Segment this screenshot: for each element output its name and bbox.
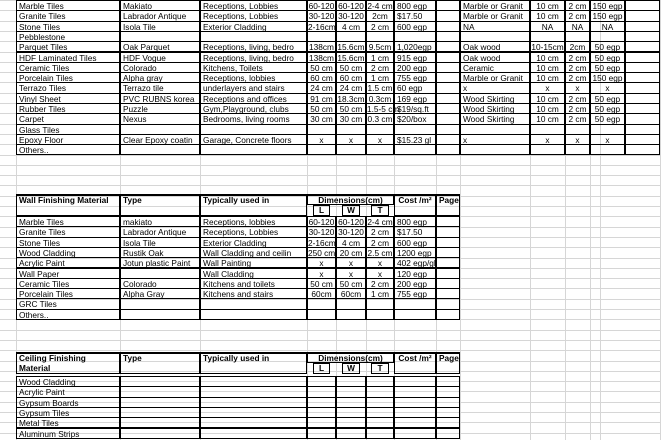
wall-header-cost: Cost /m² (394, 194, 436, 216)
wall-cell-material: Others.. (16, 309, 120, 320)
floor-cell-nl: 10 cm (530, 72, 565, 83)
wall-cell-cost: 600 egp (394, 237, 436, 248)
floor-cell-nl: 10 cm (530, 93, 565, 104)
wall-cell-w: 4 cm (336, 237, 366, 248)
floor-cell-t: 1 cm (366, 52, 394, 63)
wall-header-l: L (313, 205, 330, 216)
floor-cell-name: Wood Skirting (460, 113, 530, 124)
floor-cell-t: x (366, 134, 394, 145)
floor-cell-material: Stone Tiles (16, 21, 120, 32)
ceiling-header-page: Page (436, 352, 460, 374)
grid-row-line (0, 340, 660, 341)
wall-cell-cost: 200 egp (394, 278, 436, 289)
floor-cell-ncost: x (590, 82, 625, 93)
floor-cell-t: 1.5-5 cm (367, 104, 400, 114)
floor-cell-nt: NA (565, 21, 590, 32)
wall-cell-cost: $17.50 (394, 226, 436, 237)
ceiling-cell-material: Aluminum Strips (16, 428, 120, 439)
floor-cell-ncost: 50 egp (590, 103, 625, 114)
wall-cell-used: Receptions, Lobbies (200, 226, 307, 237)
floor-cell-name: Oak wood (460, 52, 530, 63)
floor-cell-ncost: 50 egp (590, 41, 625, 52)
floor-cell-l: 60 cm (307, 72, 336, 83)
wall-header-type: Type (120, 194, 200, 216)
floor-cell-used: Kitchens, Toilets (200, 62, 307, 73)
floor-cell-used (200, 144, 307, 155)
floor-cell-w: 50 cm (336, 62, 366, 73)
wall-cell-w: 60cm (336, 288, 366, 299)
floor-cell-name: Ceramic (460, 62, 530, 73)
floor-cell-used: Receptions, lobbies (200, 72, 307, 83)
floor-cell-l: 91 cm (307, 93, 336, 104)
floor-cell-name: Wood Skirting (460, 93, 530, 104)
floor-cell-nt: 2 cm (565, 72, 590, 83)
floor-cell-used: Bedrooms, living rooms (200, 113, 307, 124)
floor-cell-ncost (590, 144, 625, 155)
floor-cell-l (307, 144, 336, 155)
wall-cell-t: x (366, 268, 394, 279)
floor-cell-w: 24 cm (336, 82, 366, 93)
floor-cell-nt: 2 cm (565, 103, 590, 114)
ceiling-cell-material: Wood Cladding (16, 376, 120, 387)
floor-cell-used: underlayers and stairs (200, 82, 307, 93)
floor-cell-name: Oak wood (460, 41, 530, 52)
wall-cell-t: 2.5 cm (367, 247, 393, 258)
floor-cell-name: Marble or Granit (460, 10, 530, 21)
ceiling-cell-material: Gypsum Boards (16, 397, 120, 408)
wall-cell-t: 1 cm (366, 288, 394, 299)
floor-cell-type: Alpha gray (120, 72, 200, 83)
floor-cell-nl: 10 cm (530, 62, 565, 73)
wall-cell-used: Wall Cladding (200, 268, 307, 279)
floor-cell-nt: 2cm (565, 41, 590, 52)
floor-cell-material: Ceramic Tiles (16, 62, 120, 73)
floor-cell-material: Granite Tiles (16, 10, 120, 21)
floor-cell-ncost: 50 egp (590, 93, 625, 104)
floor-cell-nt: 2 cm (565, 93, 590, 104)
floor-cell-nl: NA (530, 21, 565, 32)
floor-cell-ncost: NA (590, 21, 625, 32)
wall-cell-type: makiato (120, 216, 200, 227)
floor-cell-type (120, 144, 200, 155)
floor-cell-nl: x (530, 134, 565, 145)
wall-cell-page (436, 309, 460, 320)
floor-cell-type: Nexus (120, 113, 200, 124)
floor-cell-nl: 10 cm (530, 52, 565, 63)
floor-cell-material: Carpet (16, 113, 120, 124)
floor-cell-cost (394, 144, 436, 155)
floor-cell-cost: $20/box (394, 113, 436, 124)
wall-cell-material: Acrylic Paint (16, 257, 120, 268)
wall-cell-material: Porcelain Tiles (16, 288, 120, 299)
floor-cell-cost: 755 egp (394, 72, 436, 83)
wall-cell-t: 2 cm (366, 226, 394, 237)
wall-cell-l: 2-16cm (308, 237, 336, 248)
floor-cell-ncost: 50 egp (590, 113, 625, 124)
wall-cell-material: Wood Cladding (16, 247, 120, 258)
wall-cell-l (307, 309, 336, 320)
floor-cell-l: 138cm (307, 52, 336, 63)
floor-cell-material: Parquet Tiles (16, 41, 120, 52)
floor-cell-w: 15.6cm (337, 42, 365, 53)
ceiling-cell-t (366, 428, 394, 439)
floor-cell-l: 60-120 (308, 1, 335, 11)
ceiling-header-used: Typically used in (200, 352, 307, 374)
floor-cell-material: Vinyl Sheet (16, 93, 120, 104)
floor-cell-w: 30-120 (336, 10, 366, 21)
floor-cell-nt: 2 cm (565, 10, 590, 21)
floor-cell-material: Porcelain Tiles (16, 72, 120, 83)
floor-cell-type: HDF Vogue (120, 52, 200, 63)
floor-cell-used: Receptions, Lobbies (200, 0, 307, 11)
floor-cell-material: HDF Laminated Tiles (16, 52, 120, 63)
floor-cell-material: Others.. (16, 144, 120, 155)
floor-cell-material: Terrazo Tiles (16, 82, 120, 93)
floor-cell-t: 1 cm (366, 72, 394, 83)
floor-cell-t: 2 cm (366, 21, 394, 32)
floor-cell-t: 9.5cm (366, 41, 394, 52)
floor-cell-w: 30 cm (336, 113, 366, 124)
wall-cell-w: 50 cm (336, 278, 366, 289)
wall-cell-t: x (366, 257, 394, 268)
wall-cell-type: Alpha Gray (120, 288, 200, 299)
floor-cell-type: Terrazo tile (120, 82, 200, 93)
floor-cell-cost: 600 egp (394, 21, 436, 32)
floor-cell-cost: 60 egp (394, 82, 436, 93)
floor-cell-used: Receptions, living, bedro (200, 52, 307, 63)
wall-cell-used: Wall Painting (200, 257, 307, 268)
floor-cell-cost: $17.50 (394, 10, 436, 21)
ceiling-cell-material: Gypsum Tiles (16, 407, 120, 418)
grid-row-line (0, 165, 660, 166)
ceiling-header-cost: Cost /m² (394, 352, 436, 374)
floor-cell-w: 4 cm (336, 21, 366, 32)
ceiling-cell-type (120, 428, 200, 439)
floor-cell-ncost: 150 egp (590, 10, 625, 21)
floor-cell-l: 30 cm (307, 113, 336, 124)
ceiling-cell-page (436, 428, 460, 439)
wall-cell-t: 2 cm (366, 237, 394, 248)
grid-row-line (0, 185, 660, 186)
floor-cell-nt (565, 144, 590, 155)
floor-cell-material: Pebblestone (16, 31, 120, 42)
floor-cell-l: 2-16cm (308, 21, 336, 32)
floor-cell-w: 60 cm (336, 72, 366, 83)
wall-header-material: Wall Finishing Material (16, 194, 120, 216)
wall-cell-type: Isola Tile (120, 237, 200, 248)
floor-cell-t: 2cm (366, 10, 394, 21)
floor-cell-used: Exterior Cladding (200, 21, 307, 32)
wall-cell-cost: 120 egp (394, 268, 436, 279)
floor-cell-nl: 10 cm (530, 10, 565, 21)
ceiling-header-material: Ceiling Finishing Material (16, 352, 120, 374)
floor-cell-material: Rubber Tiles (16, 103, 120, 114)
floor-cell-t: 2 cm (366, 62, 394, 73)
wall-cell-type: Jotun plastic Paint (120, 257, 200, 268)
wall-header-w: W (342, 205, 360, 216)
wall-header-used: Typically used in (200, 194, 307, 216)
floor-cell-used: Receptions, Lobbies (200, 10, 307, 21)
floor-cell-name: Wood Skirting (460, 103, 530, 114)
floor-cell-l: 30-120 (308, 11, 335, 22)
ceiling-cell-cost (394, 428, 436, 439)
ceiling-header-l: L (313, 363, 330, 374)
wall-cell-l: 60-120 (308, 217, 335, 227)
floor-cell-cost: 915 egp (394, 52, 436, 63)
wall-cell-type: Rustik Oak (120, 247, 200, 258)
floor-cell-name: NA (460, 21, 530, 32)
floor-cell-used: Receptions, living, bedro (200, 41, 307, 52)
floor-cell-cost: $15.23 gl (394, 134, 436, 145)
ceiling-cell-w (336, 428, 366, 439)
floor-cell-material: Marble Tiles (16, 0, 120, 11)
wall-cell-used: Kitchens and stairs (200, 288, 307, 299)
ceiling-header-w: W (342, 363, 360, 374)
floor-cell-nl: 10 cm (530, 113, 565, 124)
floor-cell-used: Garage, Concrete floors (200, 134, 307, 145)
floor-cell-nl: 10 cm (530, 103, 565, 114)
wall-cell-cost: 1200 egp (394, 247, 436, 258)
wall-cell-l: x (307, 268, 336, 279)
grid-row-line (0, 330, 660, 331)
floor-cell-ncost: 50 egp (590, 52, 625, 63)
wall-cell-cost: 402 egp/gl (394, 257, 436, 268)
floor-cell-w: 50 cm (336, 103, 366, 114)
floor-cell-extra (625, 144, 660, 155)
floor-cell-w: x (336, 134, 366, 145)
floor-cell-cost: $19/sq.ft (394, 103, 436, 114)
floor-cell-used: Receptions and offices (200, 93, 307, 104)
ceiling-header-dimensions: Dimensions(cm) (307, 352, 394, 363)
wall-cell-cost: 755 egp (394, 288, 436, 299)
ceiling-cell-material: Metal Tiles (16, 417, 120, 428)
floor-cell-type: Puzzle (120, 103, 200, 114)
floor-cell-nl: 10-15cm (531, 42, 564, 53)
wall-cell-used: Exterior Cladding (200, 237, 307, 248)
wall-cell-l: 50 cm (307, 278, 336, 289)
floor-cell-type: Colorado (120, 62, 200, 73)
wall-cell-w: 60-120 (336, 216, 366, 227)
floor-cell-nt: 2 cm (565, 113, 590, 124)
wall-cell-t: 2-4 cm (367, 217, 393, 227)
wall-cell-w: 20 cm (336, 247, 366, 258)
floor-cell-ncost: 150 egp (590, 72, 625, 83)
wall-cell-l: x (307, 257, 336, 268)
wall-cell-used: Receptions, lobbies (200, 216, 307, 227)
floor-cell-type: Makiato (120, 0, 200, 11)
floor-cell-l: 138cm (307, 41, 336, 52)
wall-cell-t (366, 309, 394, 320)
ceiling-cell-material: Acrylic Paint (16, 386, 120, 397)
wall-cell-cost: 800 egp (394, 216, 436, 227)
wall-cell-material: Stone Tiles (16, 237, 120, 248)
floor-cell-material: Epoxy Floor (16, 134, 120, 145)
wall-cell-material: Marble Tiles (16, 216, 120, 227)
floor-cell-t: 0.3 cm (367, 114, 393, 125)
floor-cell-name: x (460, 82, 530, 93)
floor-cell-nt: 2 cm (565, 52, 590, 63)
floor-cell-nt: x (565, 134, 590, 145)
wall-cell-cost (394, 309, 436, 320)
floor-cell-t: 0.3cm (366, 93, 394, 104)
floor-cell-name: Marble or Granit (460, 0, 530, 11)
floor-cell-ncost: x (590, 134, 625, 145)
floor-cell-w: 60-120 (336, 0, 366, 11)
wall-cell-used (200, 309, 307, 320)
floor-cell-type: Clear Epoxy coatin (120, 134, 200, 145)
floor-cell-w: 15.6cm (337, 52, 365, 63)
wall-cell-material: Ceramic Tiles (16, 278, 120, 289)
floor-cell-cost: 200 egp (394, 62, 436, 73)
floor-cell-l: 50 cm (307, 62, 336, 73)
floor-cell-nl: 10 cm (530, 0, 565, 11)
floor-cell-used: Gym,Playground, clubs (200, 103, 307, 114)
wall-cell-l: 60cm (307, 288, 336, 299)
floor-cell-name (460, 144, 530, 155)
floor-cell-t (366, 144, 394, 155)
floor-cell-cost: 1,020egp (394, 41, 436, 52)
wall-cell-material: GRC Tiles (16, 298, 120, 309)
floor-cell-material: Glass Tiles (16, 124, 120, 135)
floor-cell-nt: 2 cm (565, 62, 590, 73)
ceiling-cell-used (200, 428, 307, 439)
wall-header-t: T (371, 205, 389, 216)
floor-cell-l: 50 cm (307, 103, 336, 114)
ceiling-cell-l (307, 428, 336, 439)
floor-cell-t: 1.5 cm (367, 83, 393, 94)
wall-cell-w (336, 309, 366, 320)
wall-cell-type: Labrador Antique (120, 226, 200, 237)
wall-header-dimensions: Dimensions(cm) (307, 194, 394, 205)
floor-cell-l: 24 cm (307, 82, 336, 93)
floor-cell-ncost: 150 egp (590, 0, 625, 11)
floor-cell-type: PVC RUBNS korea (120, 93, 200, 104)
wall-cell-material: Granite Tiles (16, 226, 120, 237)
floor-cell-ncost: 50 egp (590, 62, 625, 73)
wall-cell-w: 30-120 (336, 226, 366, 237)
wall-cell-w: x (336, 257, 366, 268)
floor-cell-name: x (460, 134, 530, 145)
grid-row-line (0, 175, 660, 176)
floor-cell-w (336, 144, 366, 155)
floor-cell-w: 18.3cm (337, 93, 365, 104)
floor-cell-l: x (307, 134, 336, 145)
floor-cell-type: Oak Parquet (120, 41, 200, 52)
floor-cell-cost: 800 egp (394, 0, 436, 11)
wall-cell-used: Kitchens and toilets (200, 278, 307, 289)
floor-cell-nt: x (565, 82, 590, 93)
ceiling-header-t: T (371, 363, 389, 374)
floor-cell-name: Marble or Granit (460, 72, 530, 83)
wall-cell-type (120, 309, 200, 320)
floor-cell-cost: 169 egp (394, 93, 436, 104)
floor-cell-t: 2-4 cm (367, 1, 393, 11)
floor-cell-nl (530, 144, 565, 155)
floor-cell-nt: 2 cm (565, 0, 590, 11)
floor-cell-page (436, 144, 460, 155)
wall-cell-w: x (336, 268, 366, 279)
wall-cell-material: Wall Paper (16, 268, 120, 279)
floor-cell-nl: x (530, 82, 565, 93)
ceiling-header-type: Type (120, 352, 200, 374)
wall-cell-type: Colorado (120, 278, 200, 289)
floor-cell-type: Isola Tile (120, 21, 200, 32)
wall-cell-l: 30-120 (308, 227, 335, 238)
floor-cell-type: Labrador Antique (120, 10, 200, 21)
wall-cell-used: Wall Cladding and ceilin (200, 247, 307, 258)
wall-header-page: Page (436, 194, 460, 216)
wall-cell-l: 250 cm (308, 247, 336, 258)
wall-cell-t: 2 cm (366, 278, 394, 289)
